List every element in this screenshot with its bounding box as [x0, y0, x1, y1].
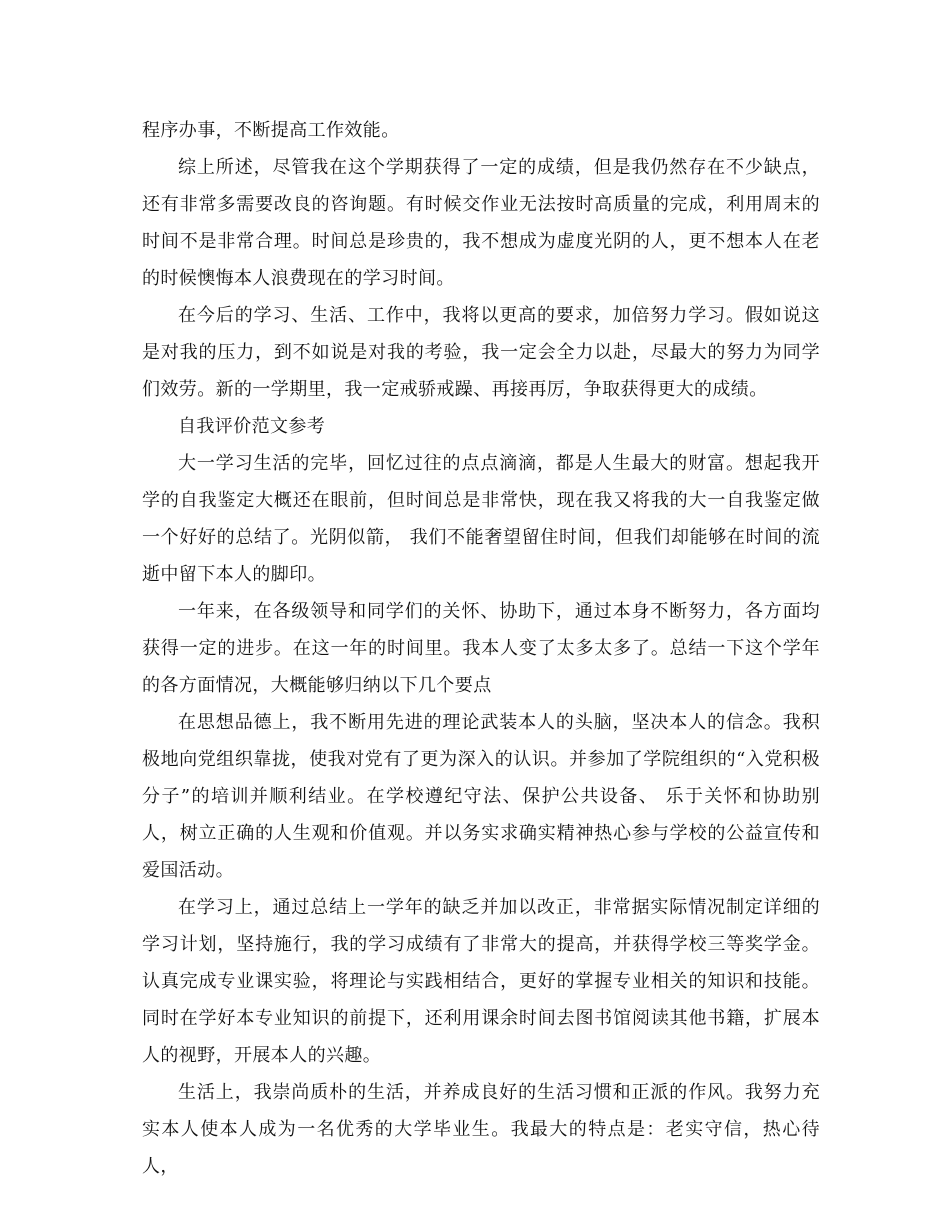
paragraph-study: 在学习上，通过总结上一学年的缺乏并加以改正，非常据实际情况制定详细的学习计划，坚持施行，我的学习成绩有了非常大的提高，并获得学校三等奖学金。认真完成专业课实验，将理论与实践相结合，更好的掌握专业相关的知识和技能。同时在学好本专业知识的前提下，还利用课余时间去图书馆阅读其他书籍，扩展本人的视野，开展本人的兴趣。 — [142, 897, 820, 1066]
document-body — [142, 112, 820, 1185]
paragraph-intro: 大一学习生活的完毕，回忆过往的点点滴滴，都是人生最大的财富。想起我开学的自我鉴定大概还在眼前，但时间总是非常快，现在我又将我的大一自我鉴定做一个好好的总结了。光阴似箭， 我们不能奢望留住时间，但我们却能够在时间的流逝中留下本人的脚印。 — [142, 453, 820, 585]
paragraph-life: 生活上，我崇尚质朴的生活，并养成良好的生活习惯和正派的作风。我努力充实本人使本人成为一名优秀的大学毕业生。我最大的特点是：老实守信，热心待人， — [142, 1082, 820, 1177]
paragraph-ideology: 在思想品德上，我不断用先进的理论武装本人的头脑，坚决本人的信念。我积极地向党组织靠拢，使我对党有了更为深入的认识。并参加了学院组织的“入党积极分子”的培训并顺利结业。在学校遵纪守法、保护公共设备、 乐于关怀和协助别人，树立正确的人生观和价值观。并以务实求确实精神热心参与学校的公益宣传和爱国活动。 — [142, 712, 820, 881]
paragraph-continuation: 程序办事，不断提高工作效能。 — [142, 120, 400, 141]
paragraph-summary: 综上所述，尽管我在这个学期获得了一定的成绩，但是我仍然存在不少缺点，还有非常多需要改良的咨询题。有时候交作业无法按时高质量的完成，利用周末的时间不是非常合理。时间总是珍贵的，我不想成为虚度光阴的人，更不想本人在老的时候懊悔本人浪费现在的学习时间。 — [142, 157, 820, 289]
paragraph-future-goals: 在今后的学习、生活、工作中，我将以更高的要求，加倍努力学习。假如说这是对我的压力，到不如说是对我的考验，我一定会全力以赴，尽最大的努力为同学们效劳。新的一学期里，我一定戒骄戒躁、再接再厉，争取获得更大的成绩。 — [142, 305, 820, 400]
paragraph-year-overview: 一年来，在各级领导和同学们的关怀、协助下，通过本身不断努力，各方面均获得一定的进步。在这一年的时间里。我本人变了太多太多了。总结一下这个学年的各方面情况，大概能够归纳以下几个要点 — [142, 601, 820, 696]
section-heading: 自我评价范文参考 — [178, 416, 326, 437]
